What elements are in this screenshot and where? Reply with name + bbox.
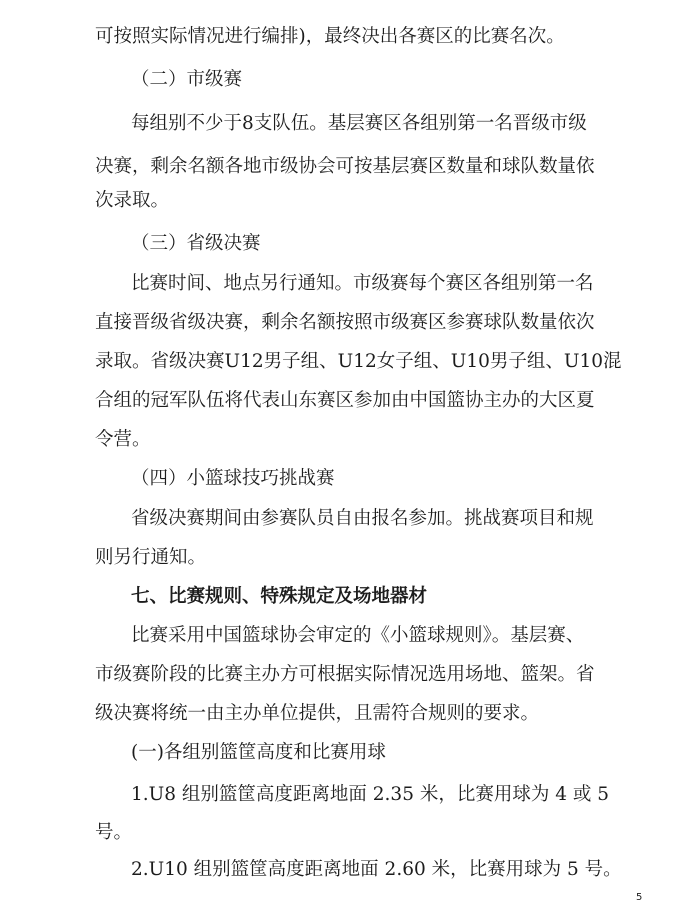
- text-line: 合组的冠军队伍将代表山东赛区参加由中国篮协主办的大区夏: [95, 390, 595, 411]
- text-line: 1.U8 组别篮筐高度距离地面 2.35 米，比赛用球为 4 或 5: [131, 784, 610, 805]
- section-heading: （三）省级决赛: [131, 233, 261, 254]
- text-line: 可按照实际情况进行编排)，最终决出各赛区的比赛名次。: [95, 26, 565, 47]
- text-line: 直接晋级省级决赛，剩余名额按照市级赛区参赛球队数量依次: [95, 312, 595, 333]
- section-heading: （四）小篮球技巧挑战赛: [131, 468, 335, 489]
- page-number: 5: [636, 892, 643, 903]
- chapter-heading: 七、比赛规则、特殊规定及场地器材: [131, 586, 428, 607]
- text-line: 次录取。: [95, 190, 170, 211]
- text-line: 市级赛阶段的比赛主办方可根据实际情况选用场地、篮架。省: [95, 664, 595, 685]
- section-heading: (一)各组别篮筐高度和比赛用球: [131, 742, 386, 763]
- text-line: 省级决赛期间由参赛队员自由报名参加。挑战赛项目和规: [131, 508, 594, 529]
- text-line: 每组别不少于8支队伍。基层赛区各组别第一名晋级市级: [131, 113, 587, 134]
- section-heading: （二）市级赛: [131, 69, 243, 90]
- text-line: 决赛，剩余名额各地市级协会可按基层赛区数量和球队数量依: [95, 156, 595, 177]
- text-line: 比赛时间、地点另行通知。市级赛每个赛区各组别第一名: [131, 273, 594, 294]
- text-line: 级决赛将统一由主办单位提供，且需符合规则的要求。: [95, 703, 540, 724]
- text-line: 2.U10 组别篮筐高度距离地面 2.60 米，比赛用球为 5 号。: [131, 859, 622, 880]
- text-line: 令营。: [95, 429, 151, 450]
- text-line: 比赛采用中国篮球协会审定的《小篮球规则》。基层赛、: [131, 625, 585, 646]
- text-line: 号。: [95, 822, 133, 843]
- text-line: 录取。省级决赛U12男子组、U12女子组、U10男子组、U10混: [95, 351, 622, 372]
- text-line: 则另行通知。: [95, 547, 207, 568]
